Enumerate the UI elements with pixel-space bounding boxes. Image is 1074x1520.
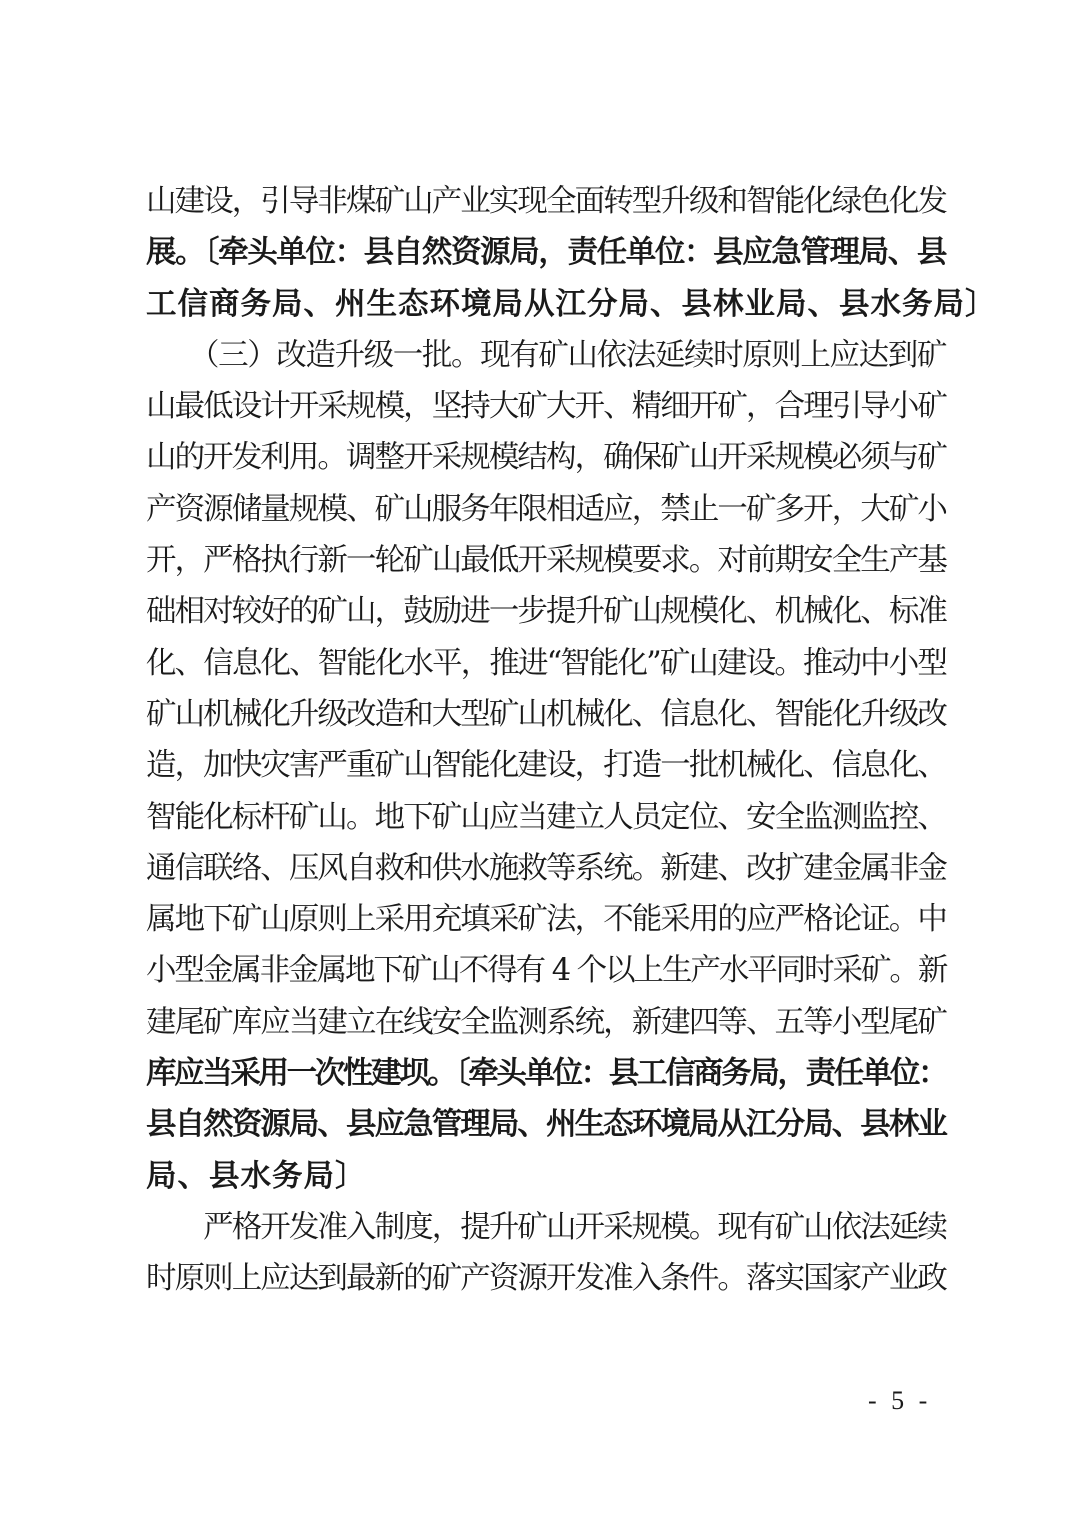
paragraph-2 [146, 330, 946, 1202]
document-body [146, 176, 997, 1305]
text-line: 小型金属非金属地下矿山不得有 4 个以上生产水平同时采矿。新 [146, 953, 947, 989]
text-line: 严格开发准入制度，提升矿山开采规模。现有矿山依法延续 [146, 1209, 946, 1245]
text-line: 库应当采用一次性建坝。〔牵头单位：县工信商务局，责任单位： [146, 1055, 947, 1092]
text-line: 山最低设计开采规模，坚持大矿大开、精细开矿，合理引导小矿 [146, 389, 946, 425]
text-line: 县自然资源局、县应急管理局、州生态环境局从江分局、县林业 [146, 1106, 946, 1143]
text-line: 础相对较好的矿山，鼓励进一步提升矿山规模化、机械化、标准 [146, 594, 946, 630]
text-line: 通信联络、压风自救和供水施救等系统。新建、改扩建金属非金 [146, 850, 946, 886]
text-line: 展。〔牵头单位：县自然资源局，责任单位：县应急管理局、县 [146, 234, 946, 271]
section-heading-line: （三）改造升级一批。现有矿山依法延续时原则上应达到矿 [146, 337, 946, 373]
paragraph-3 [146, 1202, 946, 1305]
text-line: 开，严格执行新一轮矿山最低开采规模要求。对前期安全生产基 [146, 543, 946, 579]
text-line: 局、县水务局〕 [146, 1157, 367, 1194]
text-line: 化、信息化、智能化水平，推进“智能化”矿山建设。推动中小型 [146, 645, 946, 681]
text-line: 时原则上应达到最新的矿产资源开发准入条件。落实国家产业政 [146, 1261, 946, 1297]
text-line: 矿山机械化升级改造和大型矿山机械化、信息化、智能化升级改 [146, 696, 946, 732]
text-line: 智能化标杆矿山。地下矿山应当建立人员定位、安全监测监控、 [146, 799, 946, 835]
page-number: - 5 - [868, 1386, 932, 1415]
paragraph-1 [146, 176, 997, 330]
text-line: 造，加快灾害严重矿山智能化建设，打造一批机械化、信息化、 [146, 748, 946, 784]
text-line: 属地下矿山原则上采用充填采矿法，不能采用的应严格论证。中 [146, 902, 946, 938]
text-line: 产资源储量规模、矿山服务年限相适应，禁止一矿多开，大矿小 [146, 491, 946, 527]
text-line: 山建设，引导非煤矿山产业实现全面转型升级和智能化绿色化发 [146, 184, 946, 219]
text-line: 山的开发利用。调整开采规模结构，确保矿山开采规模必须与矿 [146, 440, 946, 476]
text-line: 工信商务局、州生态环境局从江分局、县林业局、县水务局〕 [146, 285, 997, 322]
text-line: 建尾矿库应当建立在线安全监测系统，新建四等、五等小型尾矿 [146, 1004, 946, 1040]
